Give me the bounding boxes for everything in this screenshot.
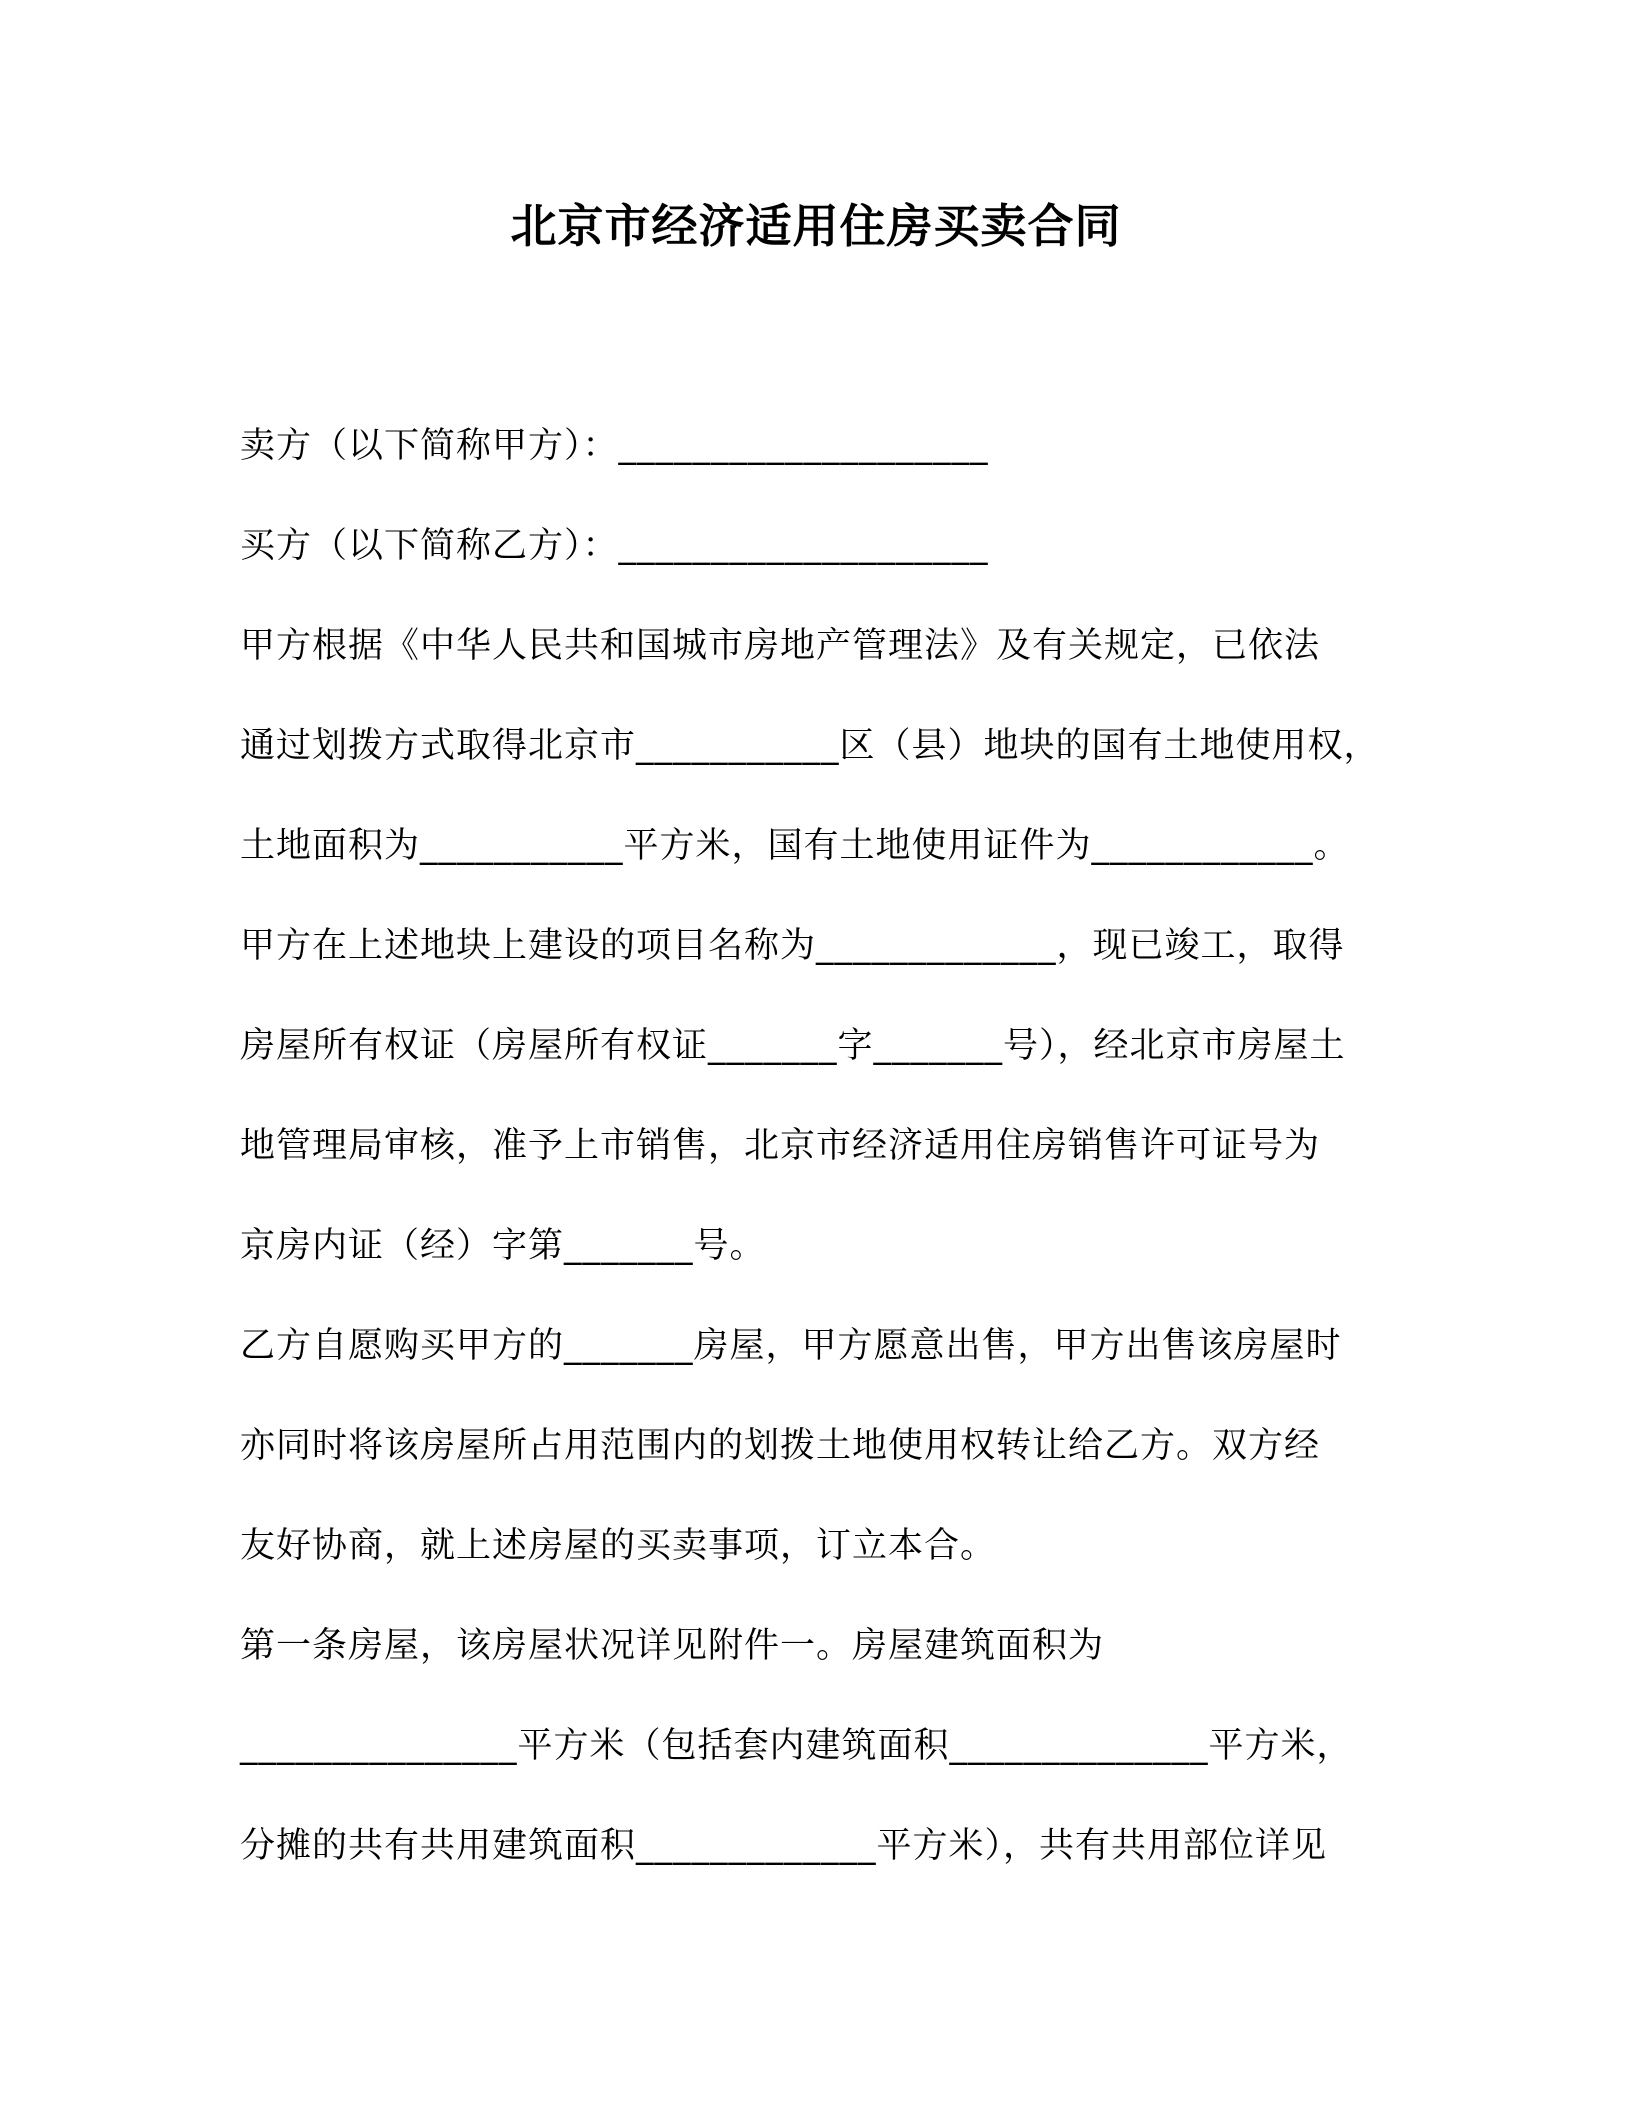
paragraph-line: 友好协商，就上述房屋的买卖事项，订立本合。 — [240, 1526, 997, 1566]
paragraph-line: 房屋所有权证（房屋所有权证_______字_______号），经北京市房屋土 — [240, 1026, 1346, 1066]
paragraph-line: 通过划拨方式取得北京市___________区（县）地块的国有土地使用权， — [240, 726, 1380, 766]
document-title: 北京市经济适用住房买卖合同 — [510, 199, 1122, 253]
paragraph-line: 甲方在上述地块上建设的项目名称为_____________，现已竣工，取得 — [240, 926, 1345, 966]
paragraph-line: 亦同时将该房屋所占用范围内的划拨土地使用权转让给乙方。双方经 — [240, 1426, 1321, 1466]
paragraph-line: 甲方根据《中华人民共和国城市房地产管理法》及有关规定，已依法 — [240, 626, 1321, 666]
article-heading-line: 第一条房屋，该房屋状况详见附件一。房屋建筑面积为 — [240, 1626, 1105, 1666]
seller-line: 卖方（以下简称甲方）：____________________ — [240, 426, 989, 466]
paragraph-line: 地管理局审核，准予上市销售，北京市经济适用住房销售许可证号为 — [240, 1126, 1321, 1166]
paragraph-line: 分摊的共有共用建筑面积_____________平方米），共有共用部位详见 — [240, 1826, 1328, 1866]
paragraph-line: 乙方自愿购买甲方的_______房屋，甲方愿意出售，甲方出售该房屋时 — [240, 1326, 1342, 1366]
paragraph-line: 土地面积为___________平方米，国有土地使用证件为____________。 — [240, 826, 1350, 866]
buyer-line: 买方（以下简称乙方）：____________________ — [240, 526, 989, 566]
paragraph-line: _______________平方米（包括套内建筑面积______________平方米， — [240, 1726, 1353, 1766]
paragraph-line: 京房内证（经）字第_______号。 — [240, 1226, 766, 1266]
